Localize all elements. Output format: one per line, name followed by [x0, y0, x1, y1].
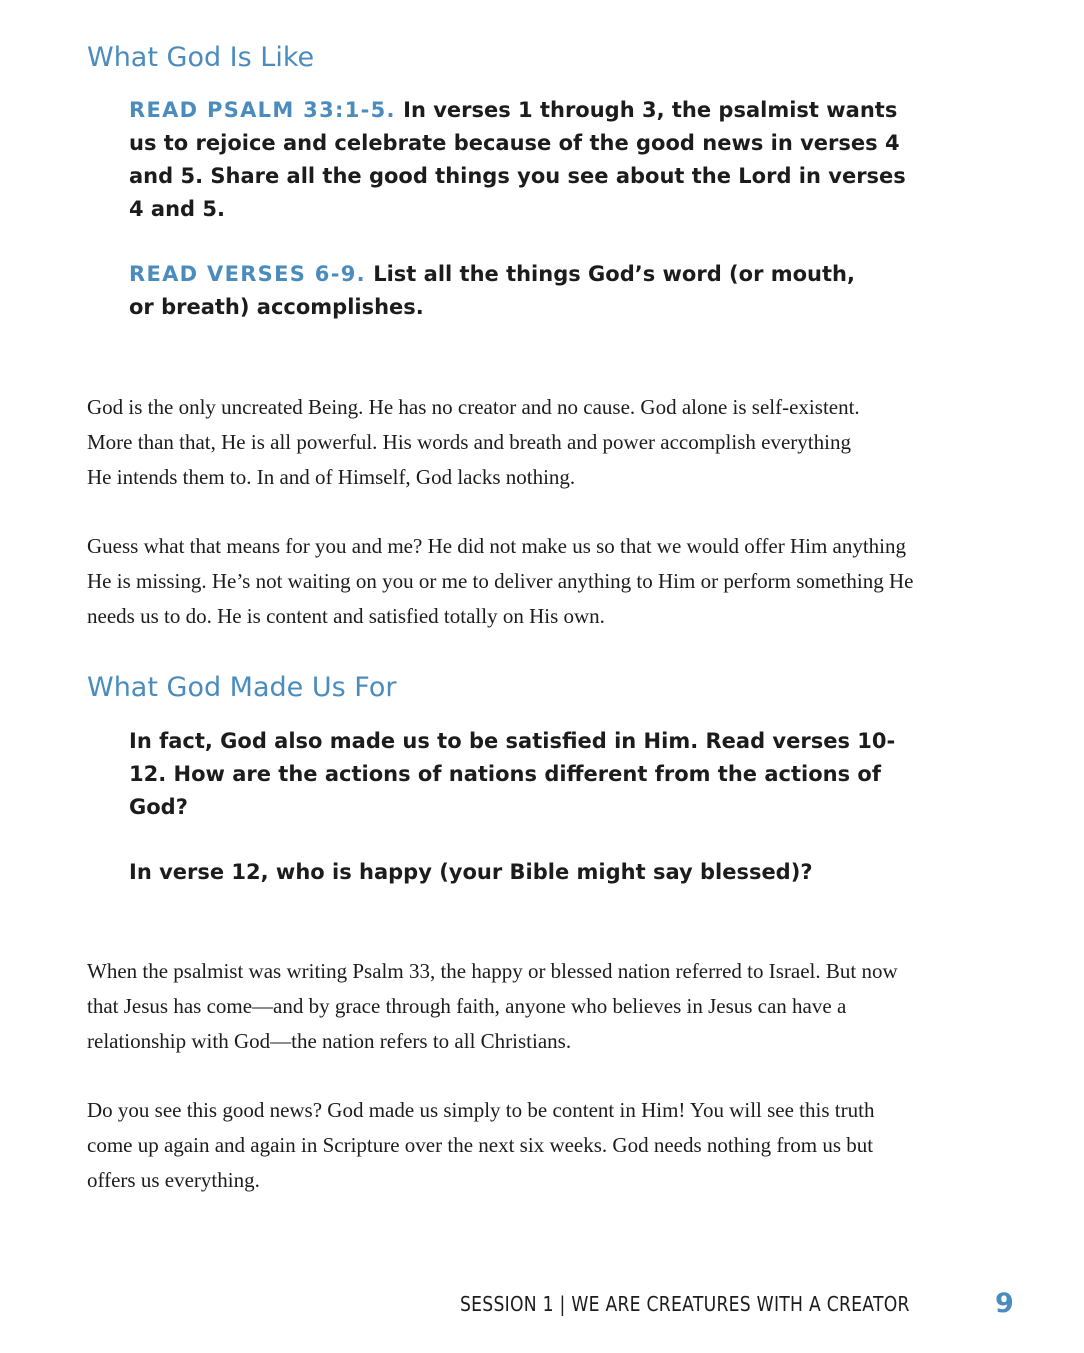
- section-heading: What God Is Like: [87, 42, 315, 73]
- running-footer: SESSION 1 | WE ARE CREATURES WITH A CREATOR: [460, 1292, 910, 1316]
- study-question: [129, 856, 919, 889]
- question-text: List all the things God’s word (or mouth, or breath) accomplishes.: [129, 262, 855, 319]
- question-lead: READ VERSES 6-9.: [129, 262, 366, 286]
- question-text: In verse 12, who is happy (your Bible might say blessed)?: [129, 860, 813, 884]
- study-question: [129, 725, 919, 824]
- question-lead: READ PSALM 33:1-5.: [129, 98, 396, 122]
- page-number: 9: [995, 1288, 1014, 1319]
- question-text: In fact, God also made us to be satisfied in Him. Read verses 10-12. How are the actions of nations different from the actions of God?: [129, 729, 896, 819]
- study-question: [129, 258, 869, 324]
- body-paragraph: Do you see this good news? God made us simply to be content in Him! You will see this truth come up again and again in Scripture over the next six weeks. God needs nothing from us but offers us everything.: [87, 1098, 875, 1192]
- study-question: [129, 94, 919, 226]
- body-paragraph: When the psalmist was writing Psalm 33, the happy or blessed nation referred to Israel. But now that Jesus has come—and by grace through faith, anyone who believes in Jesus can have a relationship with God—the nation refers to all Christians.: [87, 959, 898, 1053]
- body-paragraph: God is the only uncreated Being. He has no creator and no cause. God alone is self-existent. More than that, He is all powerful. His words and breath and power accomplish everything He intends them to. In and of Himself, God lacks nothing.: [87, 395, 860, 489]
- body-paragraph: Guess what that means for you and me? He did not make us so that we would offer Him anything He is missing. He’s not waiting on you or me to deliver anything to Him or perform something He needs us to do. He is content and satisfied totally on His own.: [87, 534, 914, 628]
- section-heading: What God Made Us For: [87, 672, 397, 703]
- question-text: In verses 1 through 3, the psalmist wants us to rejoice and celebrate because of the good news in verses 4 and 5. Share all the good things you see about the Lord in verses 4 and 5.: [129, 98, 906, 221]
